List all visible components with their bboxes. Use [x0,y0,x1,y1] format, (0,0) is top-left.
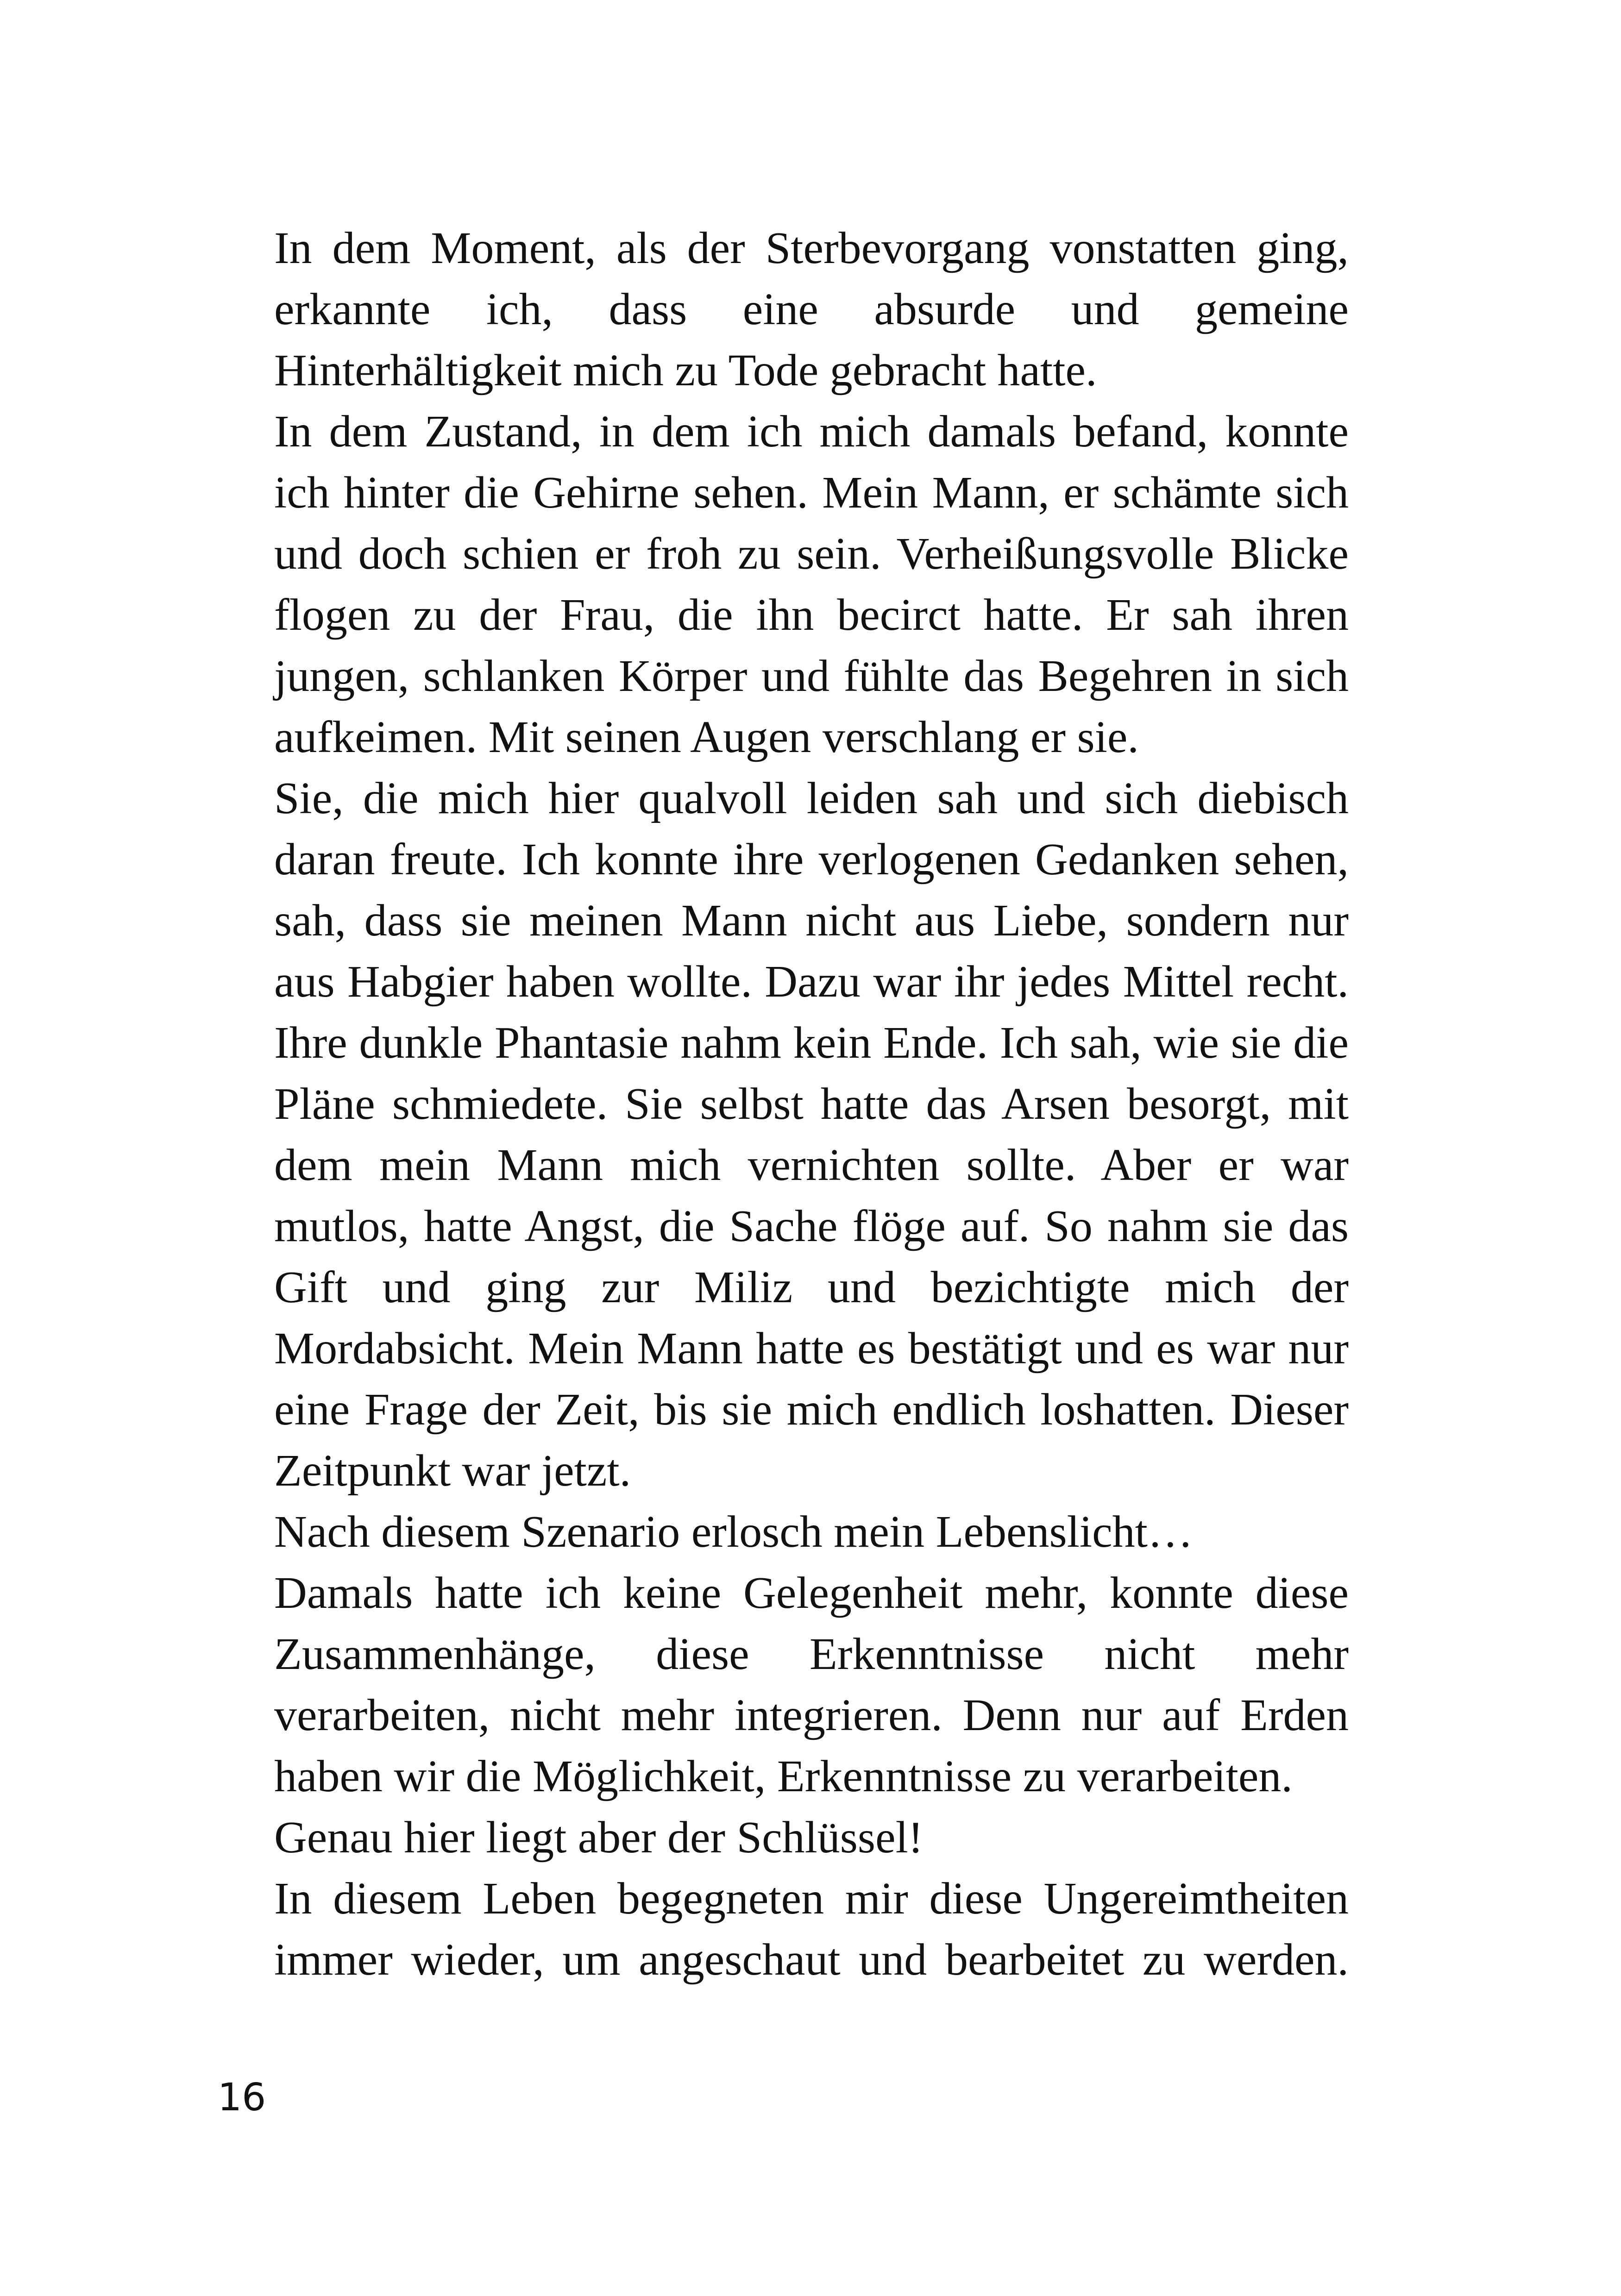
page-number: 16 [218,2076,266,2120]
paragraph: In dem Moment, als der Sterbevorgang vonstatten ging, erkannte ich, dass eine absurde und gemeine Hinterhältigkeit mich zu Tode gebracht hatte. [274,223,1349,395]
paragraph: Genau hier liegt aber der Schlüssel! [274,1813,924,1863]
paragraph: In diesem Leben begegneten mir diese Ungereimtheiten immer wieder, um angeschaut und bearbeitet zu werden. [274,1874,1349,1985]
paragraph: Sie, die mich hier qualvoll leiden sah und sich diebisch daran freute. Ich konnte ihre verlogenen Gedanken sehen, sah, dass sie meinen Mann nicht aus Liebe, sondern nur aus Habgier haben wollte. Dazu war ihr jedes Mittel recht. Ihre dunkle Phantasie nahm kein Ende. Ich sah, wie sie die Pläne schmiedete. Sie selbst hatte das Arsen besorgt, mit dem mein Mann mich vernichten sollte. Aber er war mutlos, hatte Angst, die Sache flöge auf. So nahm sie das Gift und ging zur Miliz und bezichtigte mich der Mordabsicht. Mein Mann hatte es bestätigt und es war nur eine Frage der Zeit, bis sie mich endlich loshatten. Dieser Zeitpunkt war jetzt. [274,773,1349,1496]
paragraph: Nach diesem Szenario erlosch mein Lebenslicht… [274,1507,1193,1557]
paragraph: In dem Zustand, in dem ich mich damals befand, konnte ich hinter die Gehirne sehen. Mein Mann, er schämte sich und doch schien er froh zu sein. Verheißungsvolle Blicke flogen zu der Frau, die ihn becirct hatte. Er sah ihren jungen, schlanken Körper und fühlte das Begehren in sich aufkeimen. Mit seinen Augen verschlang er sie. [274,407,1349,762]
body-text [274,218,1349,1990]
paragraph: Damals hatte ich keine Gelegenheit mehr, konnte diese Zusammenhänge, diese Erkenntnisse nicht mehr verarbeiten, nicht mehr integrieren. Denn nur auf Erden haben wir die Möglichkeit, Erkenntnisse zu verarbeiten. [274,1568,1349,1801]
